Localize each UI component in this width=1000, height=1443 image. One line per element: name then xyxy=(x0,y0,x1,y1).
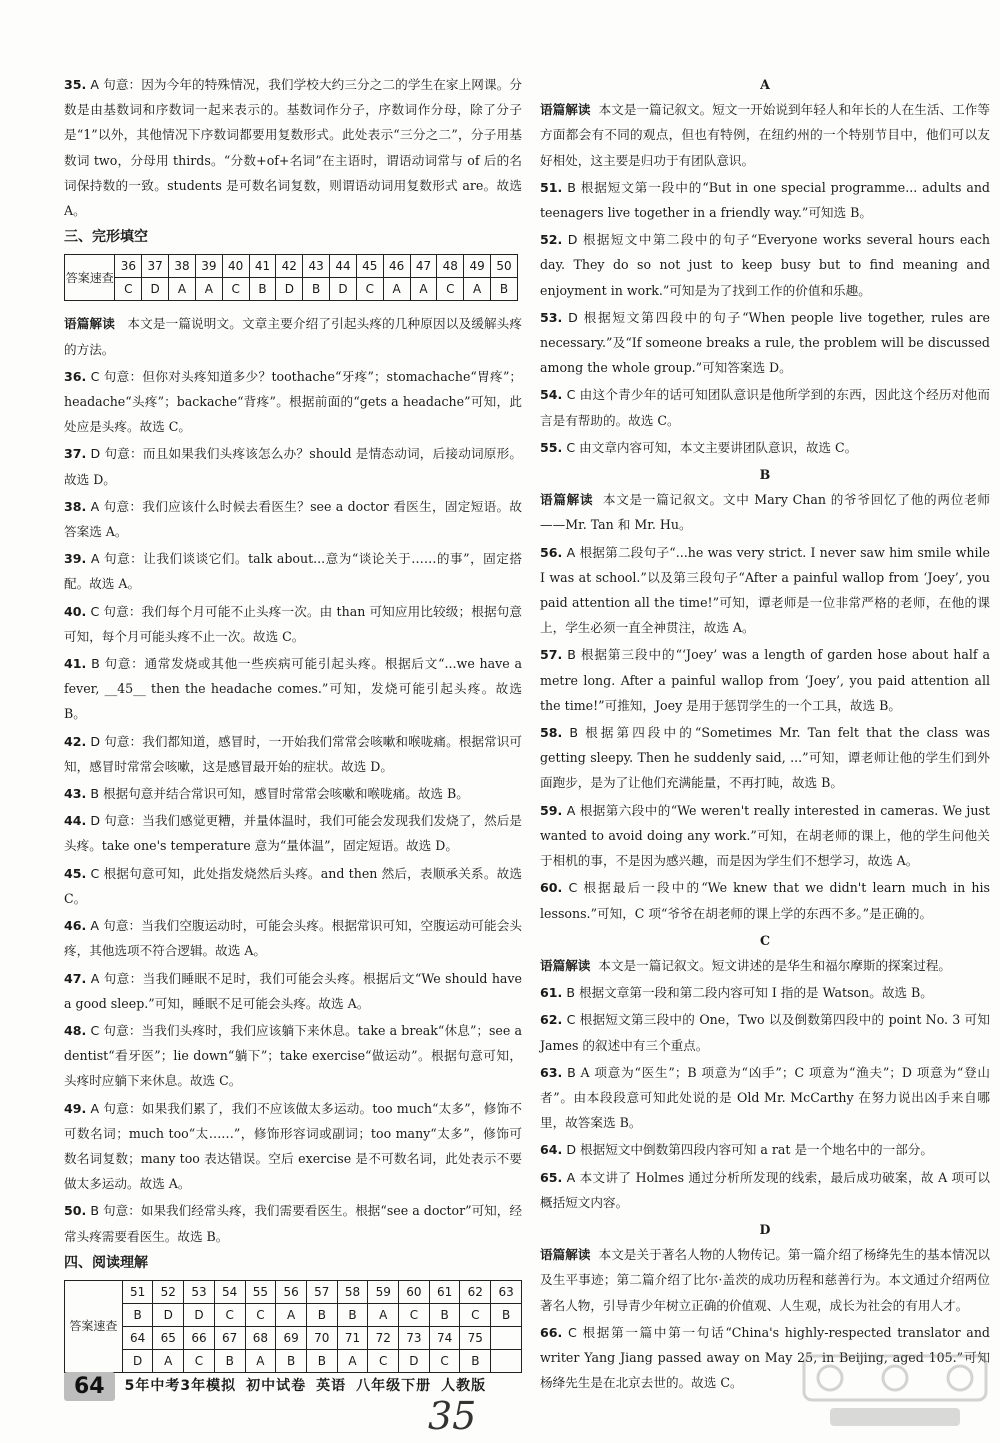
question-number: 47. xyxy=(64,970,87,986)
table-answer: A xyxy=(410,278,437,301)
table-empty-cell xyxy=(491,1326,522,1349)
table-question-number: 69 xyxy=(276,1326,307,1349)
page-number: 64 xyxy=(64,1372,115,1401)
table-question-number: 70 xyxy=(306,1326,337,1349)
answer-letter: A xyxy=(90,551,100,567)
table-answer: B xyxy=(491,1303,522,1326)
table-answer: C xyxy=(356,278,383,301)
table-question-number: 38 xyxy=(169,255,196,278)
question-number: 37. xyxy=(64,446,87,462)
table-answer: C xyxy=(184,1349,215,1372)
explanation-text: 根据短文第四段中的句子“When people live together, rules are necessary.”及“If someone breaks a rule, the problem will be discussed among the whole group.”可知答案选 D。 xyxy=(540,309,990,376)
answer-explanation xyxy=(540,642,990,718)
table-answer: D xyxy=(399,1349,430,1372)
table-question-number: 67 xyxy=(214,1326,245,1349)
table-answer: A xyxy=(383,278,410,301)
answer-explanation xyxy=(540,540,990,641)
table-answer: B xyxy=(303,278,330,301)
explanation-text: 由文章内容可知，本文主要讲团队意识，故选 C。 xyxy=(579,439,858,455)
footer-subject: 英语 xyxy=(316,1378,347,1394)
question-number: 35. xyxy=(64,77,87,92)
explanation-text: 句意：通常发烧或其他一些疾病可能引起头疼。根据后文“...we have a fever, __45__ then the headache comes.”可知，发烧可能引起头疼。故选 B。 xyxy=(64,656,522,722)
table-question-number: 52 xyxy=(153,1280,184,1303)
answer-explanation xyxy=(64,781,522,806)
passage-letter: B xyxy=(759,467,771,483)
table-question-number: 63 xyxy=(491,1280,522,1303)
question-number: 61. xyxy=(540,985,563,1001)
table-answer: A xyxy=(276,1303,307,1326)
answer-explanation xyxy=(540,1165,990,1215)
question-number: 59. xyxy=(540,802,563,818)
section-title-cloze: 三、完形填空 xyxy=(64,229,148,246)
explanation-text: 句意：如果我们累了，我们不应该做太多运动。too much“太多”，修饰不可数名词；much too“太……”，修饰形容词或副词；too many“太多”，修饰可数名词复数；many too 表达错误。空后 exercise 是不可数名词，此处表示不要做太多运动。故选 A。 xyxy=(64,1100,522,1192)
table-answer: C xyxy=(460,1303,491,1326)
answer-letter: C xyxy=(568,880,578,896)
footer-series: 5年中考3年模拟 xyxy=(124,1378,237,1394)
passage-intro xyxy=(540,97,990,173)
answer-explanation xyxy=(64,546,522,596)
question-number: 45. xyxy=(64,865,87,881)
question-number: 65. xyxy=(540,1169,563,1185)
right-column xyxy=(540,72,990,1397)
page-footer xyxy=(64,1372,486,1401)
question-number: 56. xyxy=(540,544,563,560)
question-number: 57. xyxy=(540,647,563,663)
explanation-text: 根据短文第一段中的“But in one special programme... adults and teenagers live together in a friendly way.”可知选 B。 xyxy=(540,179,990,221)
handwritten-mark: 35 xyxy=(428,1394,477,1438)
question-number: 43. xyxy=(64,786,87,802)
answer-letter: C xyxy=(568,1324,577,1340)
table-question-number: 62 xyxy=(460,1280,491,1303)
intro-text: 本文是关于著名人物的人物传记。第一篇介绍了杨绛先生的基本情况以及生平事迹；第二篇介绍了比尔·盖茨的成功历程和慈善行为。本文通过介绍两位著名人物，引导青少年树立正确的价值观、人生观，成长为社会的有用人才。 xyxy=(540,1247,991,1313)
table-question-number: 73 xyxy=(399,1326,430,1349)
table-answer: B xyxy=(214,1349,245,1372)
answer-explanation xyxy=(64,729,522,779)
table-question-number: 54 xyxy=(214,1280,245,1303)
answer-explanation xyxy=(64,651,522,727)
answer-explanation xyxy=(540,435,990,460)
answer-letter: B xyxy=(90,1203,99,1219)
table-answer: A xyxy=(337,1349,368,1372)
table-question-number: 45 xyxy=(356,255,383,278)
table-answer: D xyxy=(330,278,357,301)
cloze-intro xyxy=(64,311,522,361)
table-answer: D xyxy=(153,1303,184,1326)
table-answer: B xyxy=(306,1349,337,1372)
passage-letter: D xyxy=(759,1221,771,1237)
question-number: 62. xyxy=(540,1012,563,1028)
answer-letter: C xyxy=(90,368,100,384)
table-question-number: 50 xyxy=(491,255,518,278)
explanation-text: A 项意为“医生”；B 项意为“凶手”；C 项意为“渔夫”；D 项意为“登山者”。由本段段意可知此处说的是 Old Mr. McCarthy 在努力说出凶手来自哪里，故答案选 B。 xyxy=(540,1064,990,1131)
answer-letter: B xyxy=(567,1064,576,1080)
intro-text: 本文是一篇记叙文。文中 Mary Chan 的爷爷回忆了他的两位老师——Mr. Tan 和 Mr. Hu。 xyxy=(540,492,991,533)
table-empty-cell xyxy=(491,1349,522,1372)
answer-letter: A xyxy=(90,970,100,986)
table-answer: D xyxy=(122,1349,153,1372)
table-answer: C xyxy=(437,278,464,301)
intro-text: 本文是一篇记叙文。短文讲述的是华生和福尔摩斯的探案过程。 xyxy=(598,957,952,973)
answer-letter: B xyxy=(567,647,576,663)
question-number: 58. xyxy=(540,725,563,741)
left-column xyxy=(64,72,522,1383)
question-number: 66. xyxy=(540,1324,563,1340)
intro-text: 本文是一篇记叙文。短文一开始说到年轻人和年长的人在生活、工作等方面都会有不同的观点，但也有特例，在纽约州的一个特别节目中，他们可以友好相处，这主要是归功于有团队意识。 xyxy=(540,102,991,168)
answer-letter: C xyxy=(90,865,100,881)
answer-explanation xyxy=(540,382,990,432)
table-answer: A xyxy=(368,1303,399,1326)
answer-explanation xyxy=(64,1198,522,1248)
table-answer: C xyxy=(214,1303,245,1326)
explanation-text: 根据最后一段中的“We knew that we didn't learn much in his lessons.”可知，C 项“爷爷在胡老师的课上学的东西不多。”是正确的。 xyxy=(540,880,990,921)
intro-text: 本文是一篇说明文。文章主要介绍了引起头疼的几种原因以及缓解头疼的方法。 xyxy=(64,316,522,357)
watermark-logo xyxy=(800,1352,990,1432)
table-answer: A xyxy=(195,278,222,301)
explanation-text: 根据第一篇中第一句话“China's highly-respected translator and writer Yang Jiang passed away on May 25, in Beijing, aged 105.”可知杨绛先生是在北京去世的。故选 C。 xyxy=(540,1324,990,1391)
explanation-text: 句意：如果我们经常头疼，我们需要看医生。根据“see a doctor”可知，经常头疼需要看医生。故选 B。 xyxy=(64,1203,522,1244)
answer-explanation xyxy=(64,441,522,491)
table-answer: C xyxy=(115,278,142,301)
explanation-text: 根据短文第三段中的 One，Two 以及倒数第四段中的 point No. 3 可知 James 的叙述中有三个重点。 xyxy=(540,1012,990,1053)
answer-explanation xyxy=(64,808,522,858)
table-question-number: 74 xyxy=(429,1326,460,1349)
table-question-number: 41 xyxy=(249,255,276,278)
intro-tag: 语篇解读 xyxy=(540,957,591,973)
answer-explanation xyxy=(64,364,522,440)
answer-explanation xyxy=(64,966,522,1016)
answer-letter: D xyxy=(90,733,101,749)
question-number: 44. xyxy=(64,813,87,829)
answer-letter: A xyxy=(90,918,100,934)
question-number: 51. xyxy=(540,179,563,195)
table-answer: C xyxy=(222,278,249,301)
table-answer: A xyxy=(464,278,491,301)
question-number: 38. xyxy=(64,498,87,514)
answer-explanation xyxy=(540,305,990,381)
answer-letter: D xyxy=(90,813,101,829)
table-answer: B xyxy=(276,1349,307,1372)
intro-tag: 语篇解读 xyxy=(540,492,594,508)
table-question-number: 39 xyxy=(195,255,222,278)
explanation-text: 句意：我们每个月可能不止头疼一次。由 than 可知应用比较级；根据句意可知，每个月可能头疼不止一次。故选 C。 xyxy=(64,603,522,644)
passage-intro xyxy=(540,487,990,537)
question-number: 54. xyxy=(540,387,563,403)
table-question-number: 42 xyxy=(276,255,303,278)
table-question-number: 65 xyxy=(153,1326,184,1349)
answer-explanation xyxy=(64,72,522,223)
explanation-text: 句意：当我们空腹运动时，可能会头疼。根据常识可知，空腹运动可能会头疼，其他选项不符合逻辑。故选 A。 xyxy=(64,918,522,959)
explanation-text: 句意：我们都知道，感冒时，一开始我们常常会咳嗽和喉咙痛。根据常识可知，感冒时常常会咳嗽，这是感冒最开始的症状。故选 D。 xyxy=(64,733,522,774)
question-number: 46. xyxy=(64,918,87,934)
table-answer: B xyxy=(429,1303,460,1326)
intro-tag: 语篇解读 xyxy=(64,316,115,332)
question-number: 64. xyxy=(540,1142,563,1158)
question-number: 50. xyxy=(64,1203,87,1219)
table-question-number: 36 xyxy=(115,255,142,278)
answer-table-label: 答案速查 xyxy=(65,1280,123,1372)
answer-explanation xyxy=(64,494,522,544)
table-answer: A xyxy=(153,1349,184,1372)
explanation-text: 句意：但你对头疼知道多少？toothache“牙疼”；stomachache“胃疼”；headache“头疼”；backache“背疼”。根据前面的“gets a headache”可知，此处应是头疼。故选 C。 xyxy=(64,368,522,435)
table-question-number: 48 xyxy=(437,255,464,278)
table-question-number: 55 xyxy=(245,1280,276,1303)
table-question-number: 40 xyxy=(222,255,249,278)
answer-explanation xyxy=(540,798,990,874)
explanation-text: 句意：当我们头疼时，我们应该躺下来休息。take a break“休息”；see a dentist“看牙医”；lie down“躺下”；take exercise“做运动”。根据句意可知，头疼时应躺下来休息。故选 C。 xyxy=(64,1022,522,1089)
explanation-text: 根据短文中倒数第四段内容可知 a rat 是一个地名中的一部分。 xyxy=(580,1142,933,1158)
table-question-number: 53 xyxy=(184,1280,215,1303)
answer-explanation xyxy=(64,861,522,911)
question-number: 36. xyxy=(64,368,87,384)
explanation-text: 根据句意可知，此处指发烧然后头疼。and then 然后，表顺承关系。故选 C。 xyxy=(64,865,522,906)
question-number: 40. xyxy=(64,603,87,619)
answer-explanation xyxy=(540,875,990,925)
section-title-reading: 四、阅读理解 xyxy=(64,1254,148,1271)
question-number: 63. xyxy=(540,1064,563,1080)
table-question-number: 49 xyxy=(464,255,491,278)
answer-explanation xyxy=(540,980,990,1005)
answer-explanation xyxy=(64,1018,522,1094)
table-question-number: 64 xyxy=(122,1326,153,1349)
answer-letter: B xyxy=(91,656,100,672)
explanation-text: 根据文章第一段和第二段内容可知 I 指的是 Watson。故选 B。 xyxy=(578,985,933,1001)
table-question-number: 60 xyxy=(399,1280,430,1303)
question-number: 49. xyxy=(64,1100,87,1116)
table-answer: C xyxy=(399,1303,430,1326)
answer-letter: C xyxy=(566,387,576,403)
answer-letter: C xyxy=(566,439,576,455)
answer-letter: A xyxy=(566,1169,576,1185)
explanation-text: 句意：而且如果我们头疼该怎么办？should 是情态动词，后接动词原形。故选 D。 xyxy=(64,446,522,487)
answer-table-reading xyxy=(64,1280,522,1373)
answer-explanation xyxy=(64,913,522,963)
answer-letter: A xyxy=(566,802,576,818)
explanation-text: 句意：当我们睡眠不足时，我们可能会头疼。根据后文“We should have a good sleep.”可知，睡眠不足可能会头疼。故选 A。 xyxy=(64,970,523,1011)
table-question-number: 44 xyxy=(330,255,357,278)
question-number: 52. xyxy=(540,232,563,248)
answer-letter: B xyxy=(567,179,576,195)
answer-explanation xyxy=(540,227,990,303)
table-answer: B xyxy=(337,1303,368,1326)
table-answer: D xyxy=(142,278,169,301)
table-question-number: 46 xyxy=(383,255,410,278)
table-question-number: 43 xyxy=(303,255,330,278)
question-number: 55. xyxy=(540,439,563,455)
answer-letter: A xyxy=(90,498,100,514)
answer-letter: A xyxy=(90,77,100,92)
table-answer: B xyxy=(122,1303,153,1326)
answer-letter: D xyxy=(567,232,578,248)
table-question-number: 66 xyxy=(184,1326,215,1349)
question-number: 41. xyxy=(64,656,87,672)
table-answer: B xyxy=(306,1303,337,1326)
answer-letter: B xyxy=(90,786,99,802)
answer-table-label: 答案速查 xyxy=(65,255,115,301)
table-question-number: 51 xyxy=(122,1280,153,1303)
intro-tag: 语篇解读 xyxy=(540,1247,591,1263)
table-answer: A xyxy=(245,1349,276,1372)
table-question-number: 47 xyxy=(410,255,437,278)
table-question-number: 72 xyxy=(368,1326,399,1349)
question-number: 48. xyxy=(64,1022,87,1038)
answer-letter: C xyxy=(90,603,100,619)
passage-letter: C xyxy=(759,932,771,948)
answer-explanation xyxy=(64,1096,522,1197)
passage-intro xyxy=(540,953,990,978)
table-question-number: 61 xyxy=(429,1280,460,1303)
answer-explanation xyxy=(540,1060,990,1136)
table-question-number: 75 xyxy=(460,1326,491,1349)
table-question-number: 71 xyxy=(337,1326,368,1349)
table-answer: A xyxy=(169,278,196,301)
table-answer: D xyxy=(184,1303,215,1326)
question-number: 39. xyxy=(64,551,87,567)
explanation-text: 根据第三段中的“‘Joey’ was a length of garden hose about half a metre long. After a painful wallop from ‘Joey’, you paid attention all the time!”可推知，Joey 是用于惩罚学生的一个工具，故选 B。 xyxy=(540,647,990,713)
table-answer: C xyxy=(245,1303,276,1326)
intro-tag: 语篇解读 xyxy=(540,102,591,118)
answer-explanation xyxy=(64,599,522,649)
explanation-text: 根据第二段句子“...he was very strict. I never saw him smile while I was at school.”以及第三段句子“After a painful wallop from ‘Joey’, you paid attention all the time!”可知，谭老师是一位非常严格的老师，在他的课上，学生必须一直全神贯注，故选 A。 xyxy=(540,544,990,636)
question-number: 42. xyxy=(64,733,87,749)
answer-letter: D xyxy=(566,1142,577,1158)
explanation-text: 句意：我们应该什么时候去看医生？see a doctor 看医生，固定短语。故答案选 A。 xyxy=(64,498,522,540)
table-answer: B xyxy=(460,1349,491,1372)
footer-edition: 人教版 xyxy=(441,1378,487,1394)
explanation-text: 根据第六段中的“We weren't really interested in cameras. We just wanted to avoid doing any work.”可知，在胡老师的课上，他的学生问他关于相机的事，不是因为感兴趣，而是因为学生们不想学习，故选 A。 xyxy=(540,802,990,869)
table-answer: C xyxy=(429,1349,460,1372)
explanation-text: 根据短文中第二段中的句子“Everyone works several hours each day. They do so not just to keep busy but to find meaning and enjoyment in work.”可知是为了找到工作的价值和乐趣。 xyxy=(540,232,990,298)
answer-letter: D xyxy=(568,309,578,325)
table-question-number: 56 xyxy=(276,1280,307,1303)
table-answer: B xyxy=(491,278,518,301)
answer-letter: D xyxy=(90,446,101,462)
passage-intro xyxy=(540,1242,990,1318)
question-number: 60. xyxy=(540,880,563,896)
footer-type: 初中试卷 xyxy=(246,1378,307,1394)
answer-letter: B xyxy=(569,725,579,741)
answer-letter: C xyxy=(566,1012,576,1028)
explanation-text: 本文讲了 Holmes 通过分析所发现的线索，最后成功破案，故 A 项可以概括短文内容。 xyxy=(540,1169,990,1210)
explanation-text: 句意：让我们谈谈它们。talk about...意为“谈论关于……的事”，固定搭配。故选 A。 xyxy=(64,551,522,592)
answer-explanation xyxy=(540,1137,990,1162)
explanation-text: 句意：当我们感觉更糟，并量体温时，我们可能会发现我们发烧了，然后是头疼。take one's temperature 意为“量体温”，固定短语。故选 D。 xyxy=(64,813,522,854)
footer-grade: 八年级下册 xyxy=(356,1378,432,1394)
answer-letter: A xyxy=(90,1100,100,1116)
passage-letter: A xyxy=(760,77,770,92)
explanation-text: 根据第四段中的“Sometimes Mr. Tan felt that the class was getting sleepy. Then he suddenly said, ...”可知，谭老师让他的学生们到外面跑步，是为了让他们充满能量，不再打盹，故选 B。 xyxy=(540,725,990,791)
explanation-text: 句意：因为今年的特殊情况，我们学校大约三分之二的学生在家上网课。分数是由基数词和序数词一起来表示的。基数词作分子，序数词作分母，除了分子是“1”以外，其他情况下序数词都要用复数形式。此处表示“三分之二”，分子用基数词 two，分母用 thirds。“分数+of+名词”在主语时，谓语动词常与 of 后的名词保持数的一致。students 是可数名词复数，则谓语动词用复数形式 are。故选 A。 xyxy=(64,77,522,219)
table-answer: B xyxy=(249,278,276,301)
table-question-number: 59 xyxy=(368,1280,399,1303)
question-number: 53. xyxy=(540,309,563,325)
answer-letter: A xyxy=(566,544,576,560)
answer-explanation xyxy=(540,720,990,796)
explanation-text: 根据句意并结合常识可知，感冒时常常会咳嗽和喉咙痛。故选 B。 xyxy=(102,786,469,802)
answer-letter: B xyxy=(566,985,575,1001)
table-question-number: 57 xyxy=(306,1280,337,1303)
table-answer: D xyxy=(276,278,303,301)
answer-table-cloze xyxy=(64,254,518,301)
explanation-text: 由这个青少年的话可知团队意识是他所学到的东西，因此这个经历对他而言是有帮助的。故选 C。 xyxy=(540,387,990,428)
table-question-number: 68 xyxy=(245,1326,276,1349)
answer-letter: C xyxy=(90,1022,100,1038)
table-question-number: 37 xyxy=(142,255,169,278)
answer-explanation xyxy=(540,175,990,225)
table-question-number: 58 xyxy=(337,1280,368,1303)
table-answer: C xyxy=(368,1349,399,1372)
answer-explanation xyxy=(540,1007,990,1057)
